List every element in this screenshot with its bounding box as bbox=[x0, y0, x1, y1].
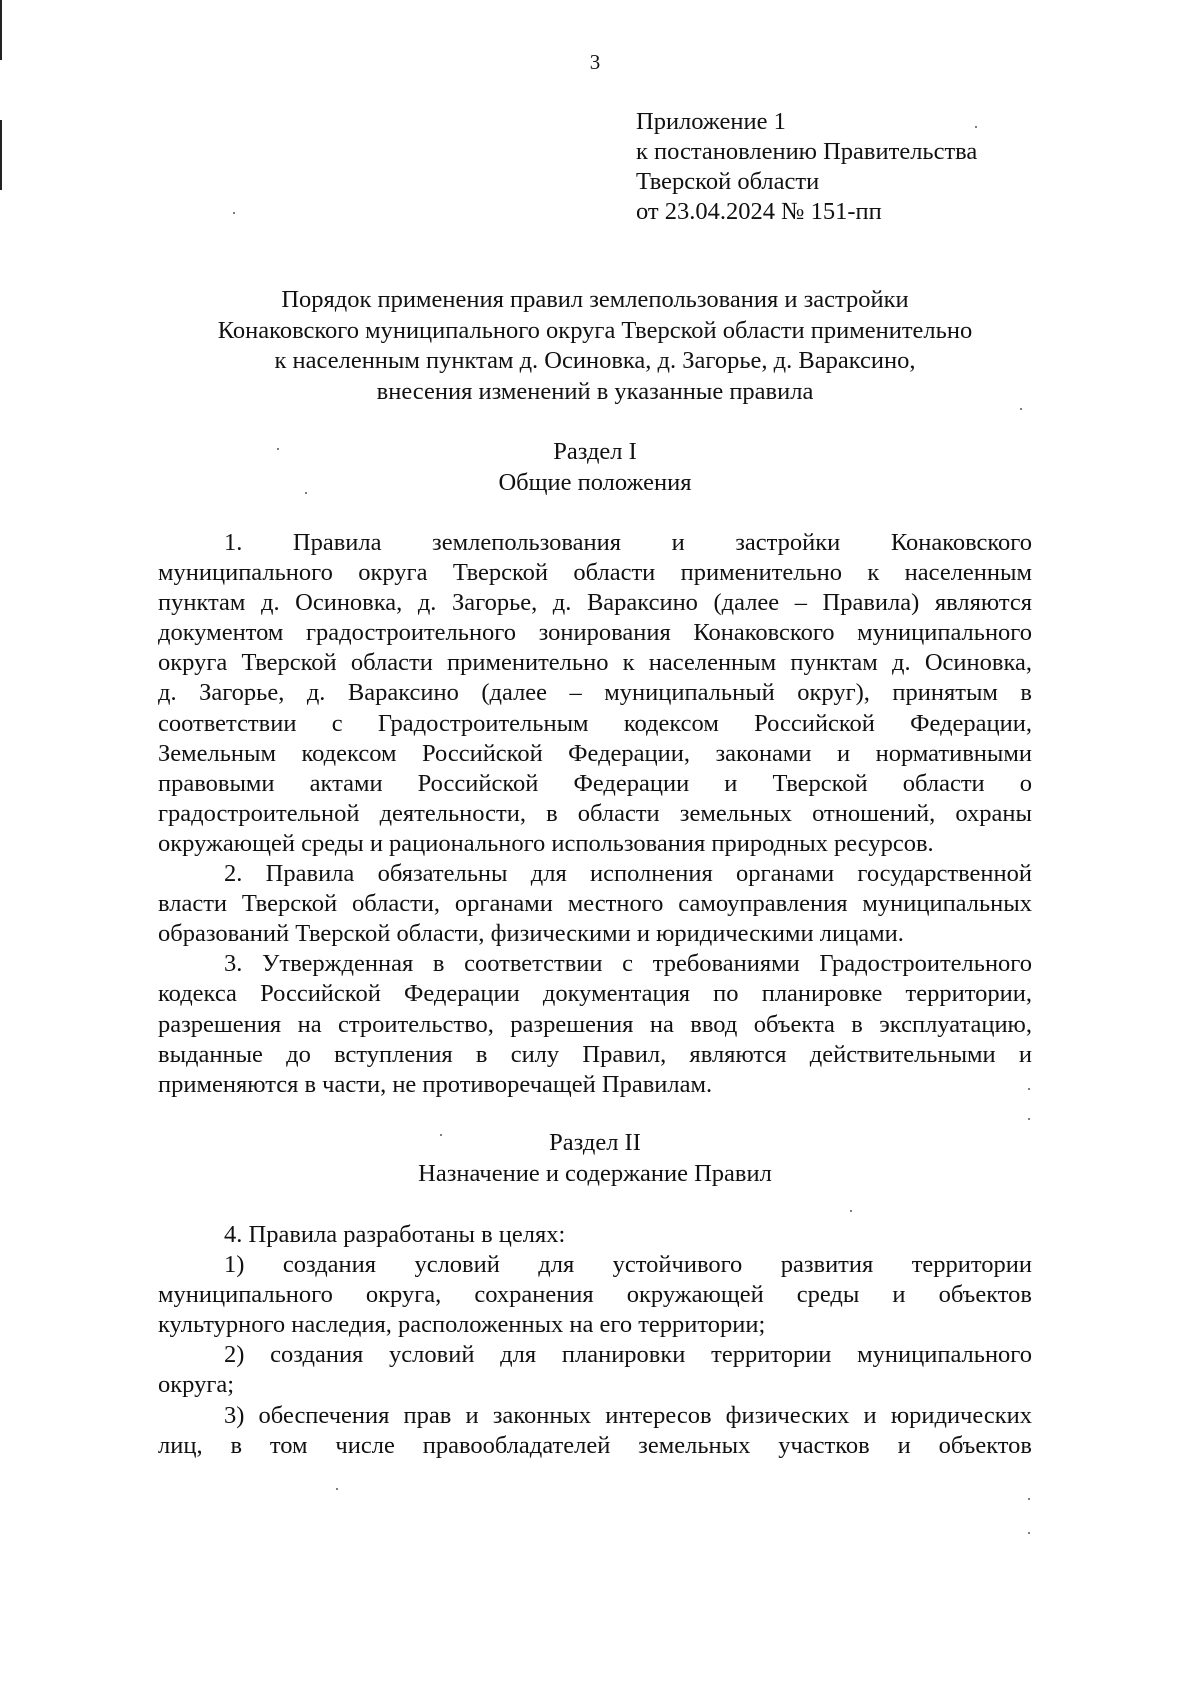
paragraph-line: 2. Правила обязательны для исполнения органами государственной bbox=[224, 860, 1032, 888]
scan-margin-mark bbox=[0, 0, 2, 60]
paragraph-line: культурного наследия, расположенных на его территории; bbox=[158, 1311, 766, 1339]
page-number: 3 bbox=[589, 50, 601, 74]
section-1-header bbox=[150, 437, 1040, 498]
section-2-header bbox=[150, 1128, 1040, 1189]
paragraph-line: образований Тверской области, физическими и юридическими лицами. bbox=[158, 920, 904, 948]
paragraph-line: пунктам д. Осиновка, д. Загорье, д. Вараксино (далее – Правила) являются bbox=[158, 589, 1032, 617]
title-line: Порядок применения правил землепользования и застройки bbox=[281, 286, 909, 313]
paragraph-line: разрешения на строительство, разрешения на ввод объекта в эксплуатацию, bbox=[158, 1010, 1032, 1038]
paragraph-line: выданные до вступления в силу Правил, являются действительными и bbox=[158, 1040, 1032, 1068]
paragraph-line: градостроительной деятельности, в области земельных отношений, охраны bbox=[158, 799, 1032, 827]
paragraph-line: 4. Правила разработаны в целях: bbox=[224, 1221, 566, 1248]
paragraph-line: правовыми актами Российской Федерации и Тверской области о bbox=[158, 769, 1032, 797]
scan-speck bbox=[1028, 1118, 1030, 1120]
paragraph-line: муниципального округа Тверской области применительно к населенным bbox=[158, 559, 1032, 587]
title-line: Конаковского муниципального округа Тверской области применительно bbox=[217, 316, 973, 344]
paragraph-line: округа Тверской области применительно к населенным пунктам д. Осиновка, bbox=[158, 649, 1032, 677]
paragraph-line: 3) обеспечения прав и законных интересов физических и юридических bbox=[224, 1401, 1032, 1429]
paragraph-line: соответствии с Градостроительным кодексом Российской Федерации, bbox=[158, 709, 1032, 737]
section-subheading: Назначение и содержание Правил bbox=[418, 1159, 772, 1187]
scan-speck bbox=[1028, 1498, 1030, 1500]
paragraph-line: 2) создания условий для планировки территории муниципального bbox=[224, 1341, 1032, 1369]
scan-speck bbox=[1028, 1532, 1030, 1534]
appendix-line: Тверской области bbox=[636, 168, 820, 195]
appendix-line: к постановлению Правительства bbox=[636, 138, 978, 165]
appendix-block bbox=[636, 107, 1076, 227]
section-heading: Раздел II bbox=[549, 1129, 641, 1156]
scan-speck bbox=[1020, 408, 1022, 410]
scan-margin-mark bbox=[0, 120, 2, 190]
section-subheading: Общие положения bbox=[498, 468, 692, 496]
appendix-line: от 23.04.2024 № 151-пп bbox=[636, 198, 882, 225]
paragraph-line: Земельным кодексом Российской Федерации, законами и нормативными bbox=[158, 739, 1032, 767]
document-title bbox=[150, 285, 1040, 407]
title-line: к населенным пунктам д. Осиновка, д. Загорье, д. Вараксино, bbox=[274, 347, 916, 374]
paragraph-line: д. Загорье, д. Вараксино (далее – муниципальный округ), принятым в bbox=[158, 679, 1032, 707]
paragraph-line: 1) создания условий для устойчивого развития территории bbox=[224, 1251, 1032, 1279]
paragraph-line: применяются в части, не противоречащей Правилам. bbox=[158, 1070, 713, 1098]
section-heading: Раздел I bbox=[553, 438, 637, 465]
paragraph-line: 1. Правила землепользования и застройки Конаковского bbox=[224, 529, 1032, 556]
paragraph-line: 3. Утвержденная в соответствии с требованиями Градостроительного bbox=[224, 950, 1032, 978]
paragraph-line: округа; bbox=[158, 1371, 235, 1399]
paragraph-line: окружающей среды и рационального использования природных ресурсов. bbox=[158, 829, 934, 857]
scan-speck bbox=[850, 1210, 852, 1212]
paragraph-line: власти Тверской области, органами местного самоуправления муниципальных bbox=[158, 890, 1032, 918]
scan-speck bbox=[233, 212, 235, 214]
paragraph-line: лиц, в том числе правообладателей земельных участков и объектов bbox=[158, 1431, 1032, 1459]
paragraph-line: кодекса Российской Федерации документация по планировке территории, bbox=[158, 980, 1032, 1008]
section-2-body bbox=[158, 1220, 1032, 1461]
section-1-body bbox=[158, 528, 1032, 1100]
paragraph-line: муниципального округа, сохранения окружающей среды и объектов bbox=[158, 1281, 1032, 1309]
title-line: внесения изменений в указанные правила bbox=[376, 377, 814, 405]
paragraph-line: документом градостроительного зонирования Конаковского муниципального bbox=[158, 619, 1032, 647]
scan-speck bbox=[336, 1488, 338, 1490]
appendix-line: Приложение 1 bbox=[636, 108, 786, 135]
